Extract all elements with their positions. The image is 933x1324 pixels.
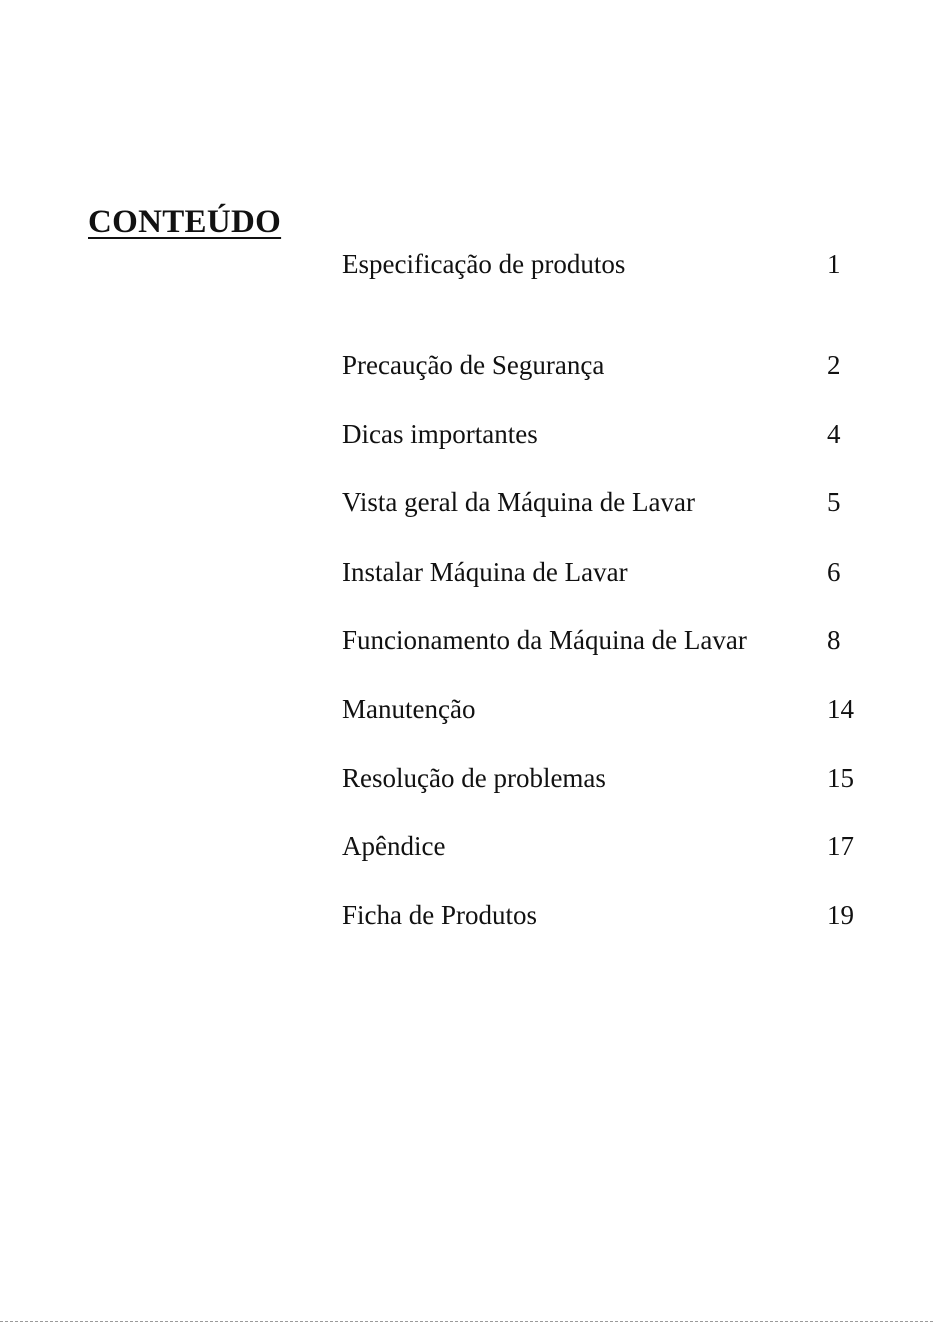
toc-entry[interactable] — [342, 552, 857, 592]
toc-entry[interactable] — [342, 895, 857, 935]
toc-entry-page-number: 1 — [827, 249, 841, 279]
toc-entry[interactable] — [342, 345, 857, 385]
toc-entry-page-number: 14 — [827, 694, 854, 724]
toc-entry-title: Instalar Máquina de Lavar — [342, 557, 628, 587]
toc-entry[interactable] — [342, 244, 857, 284]
toc-entry-title: Vista geral da Máquina de Lavar — [342, 487, 695, 517]
toc-entry-page-number: 19 — [827, 900, 854, 930]
toc-entry-page-number: 8 — [827, 625, 841, 655]
toc-entry[interactable] — [342, 482, 857, 522]
toc-entry-title: Precaução de Segurança — [342, 350, 605, 380]
page-bottom-divider — [0, 1321, 933, 1322]
toc-entry[interactable] — [342, 826, 857, 866]
toc-entry-page-number: 4 — [827, 419, 841, 449]
toc-entry[interactable] — [342, 414, 857, 454]
toc-entry-title: Resolução de problemas — [342, 763, 606, 793]
toc-entry[interactable] — [342, 620, 857, 660]
toc-entry-page-number: 15 — [827, 763, 854, 793]
toc-heading: CONTEÚDO — [88, 204, 282, 240]
toc-entry-page-number: 6 — [827, 557, 841, 587]
toc-entry-title: Apêndice — [342, 831, 446, 861]
toc-entry-page-number: 2 — [827, 350, 841, 380]
toc-list — [342, 0, 882, 1324]
toc-entry-page-number: 5 — [827, 487, 841, 517]
toc-entry-page-number: 17 — [827, 831, 854, 861]
toc-entry-title: Funcionamento da Máquina de Lavar — [342, 625, 747, 655]
toc-entry-title: Manutenção — [342, 694, 476, 724]
toc-entry[interactable] — [342, 689, 857, 729]
toc-entry-title: Dicas importantes — [342, 419, 538, 449]
toc-entry-title: Especificação de produtos — [342, 249, 626, 279]
toc-entry[interactable] — [342, 758, 857, 798]
toc-entry-title: Ficha de Produtos — [342, 900, 537, 930]
